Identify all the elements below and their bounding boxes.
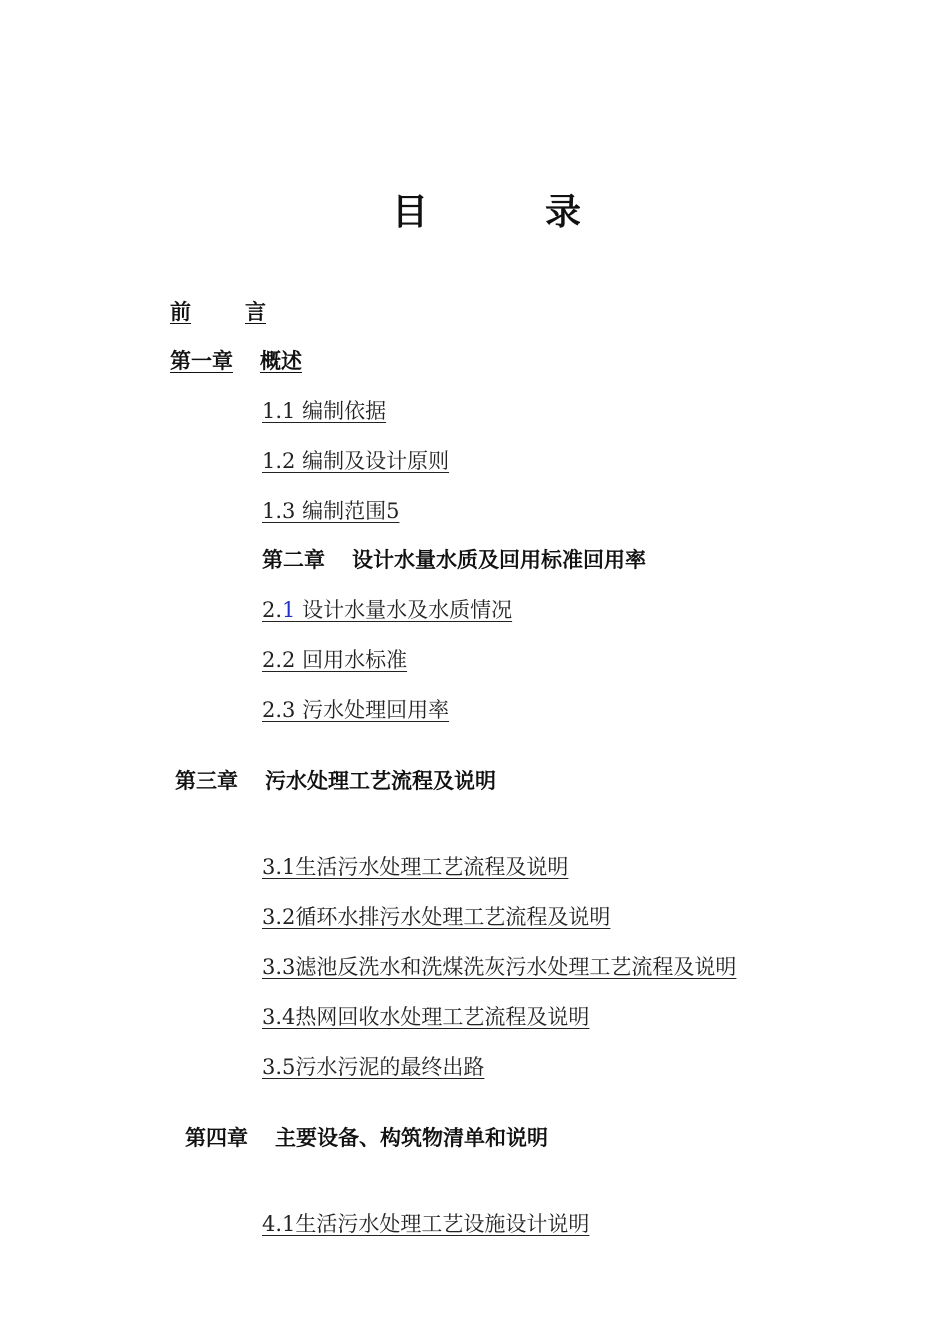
chapter-4-title: 主要设备、构筑物清单和说明	[275, 1126, 548, 1150]
toc-title	[0, 188, 950, 238]
toc-entry-3-5[interactable]: 3.5污水污泥的最终出路	[262, 1055, 485, 1079]
toc-entry-1-3[interactable]: 1.3 编制范围5	[262, 499, 400, 523]
toc-entry-2-1[interactable]	[262, 596, 512, 624]
preface-char-1: 前	[170, 300, 191, 324]
chapter-1-title: 概述	[260, 349, 302, 373]
toc-entry-2-3[interactable]: 2.3 污水处理回用率	[262, 698, 450, 722]
toc-entry-4-1[interactable]: 4.1生活污水处理工艺设施设计说明	[262, 1212, 590, 1236]
toc-entry-3-1[interactable]: 3.1生活污水处理工艺流程及说明	[262, 855, 569, 879]
toc-entry-2-2[interactable]: 2.2 回用水标准	[262, 648, 408, 672]
toc-title-char-1: 目	[392, 192, 429, 233]
toc-entry-1-2[interactable]: 1.2 编制及设计原则	[262, 449, 450, 473]
section-2-1-number-a: 2.	[262, 598, 283, 622]
toc-entry-3-3[interactable]: 3.3滤池反洗水和洗煤洗灰污水处理工艺流程及说明	[262, 955, 737, 979]
chapter-3-title: 污水处理工艺流程及说明	[265, 769, 496, 793]
toc-entry-chapter-2[interactable]	[262, 546, 646, 574]
toc-title-char-2: 录	[545, 192, 582, 233]
section-2-1-number-b: 1	[282, 598, 296, 622]
chapter-3-label: 第三章	[175, 769, 238, 793]
chapter-4-label: 第四章	[185, 1126, 248, 1150]
section-2-1-text: 设计水量水及水质情况	[295, 598, 513, 622]
preface-char-2: 言	[245, 300, 266, 324]
toc-entry-chapter-4[interactable]	[185, 1124, 548, 1152]
toc-entry-3-4[interactable]: 3.4热网回收水处理工艺流程及说明	[262, 1005, 590, 1029]
chapter-1-label: 第一章	[170, 349, 233, 373]
toc-entry-3-2[interactable]: 3.2循环水排污水处理工艺流程及说明	[262, 905, 611, 929]
chapter-2-title: 设计水量水质及回用标准回用率	[352, 548, 646, 572]
toc-entry-preface[interactable]	[170, 298, 266, 326]
toc-entry-chapter-1[interactable]	[170, 347, 302, 375]
toc-entry-chapter-3[interactable]	[175, 767, 496, 795]
chapter-2-label: 第二章	[262, 548, 325, 572]
toc-entry-1-1[interactable]: 1.1 编制依据	[262, 399, 387, 423]
